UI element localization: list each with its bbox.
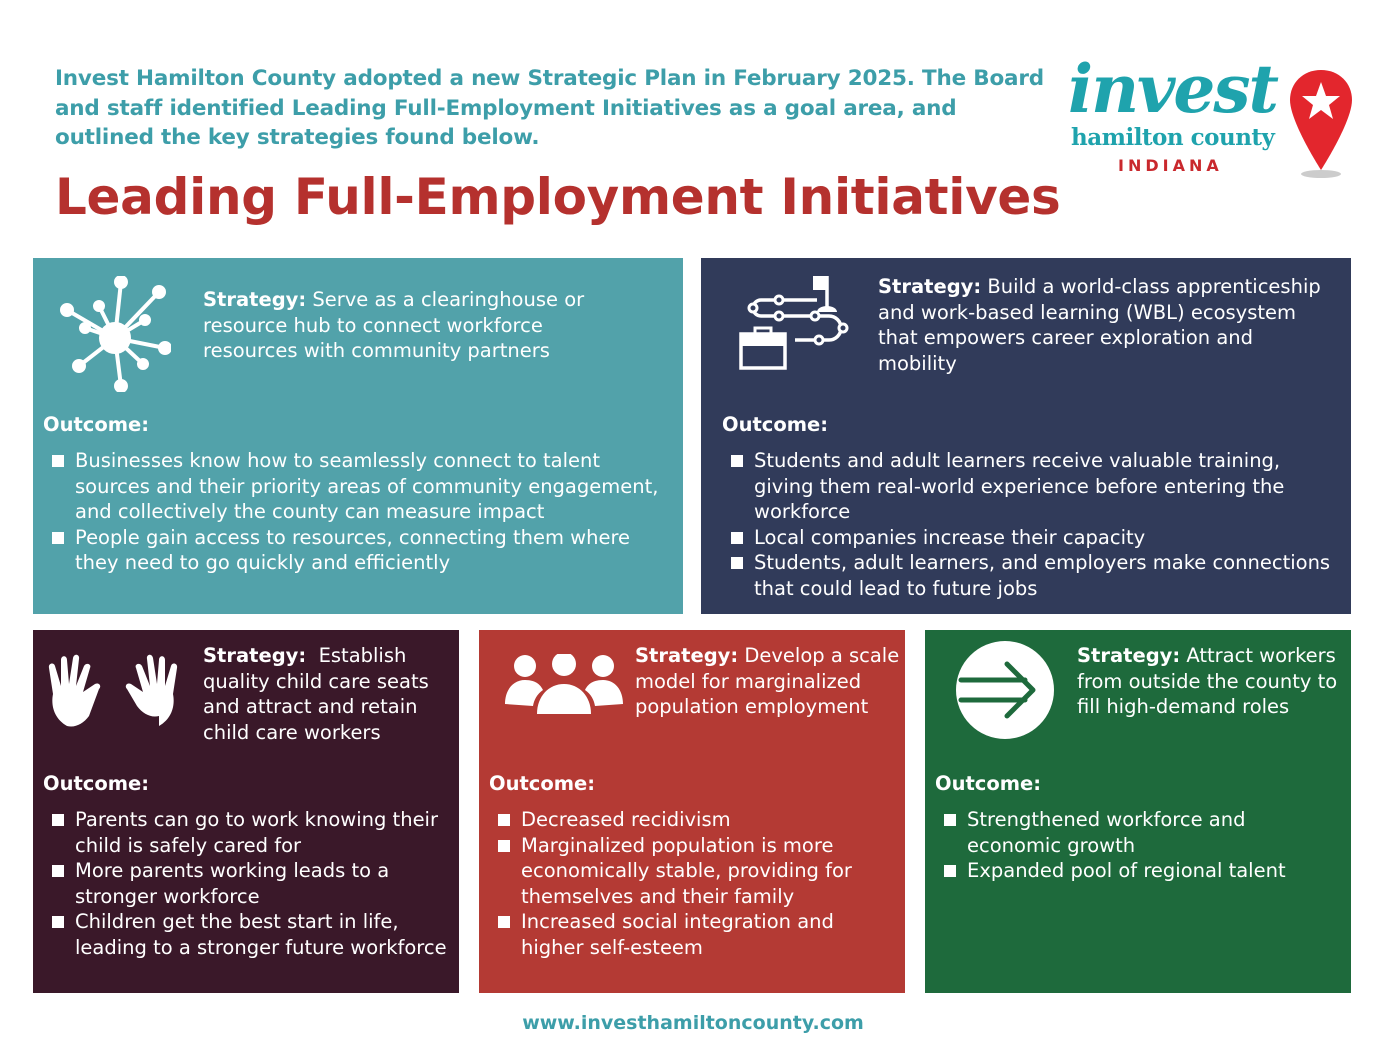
strategy-panel-clearinghouse xyxy=(33,258,683,614)
career-path-icon xyxy=(739,272,855,388)
strategy-text xyxy=(203,643,453,745)
strategy-panel-attract-workers xyxy=(925,630,1351,993)
outcome-item: Increased social integration and higher self-esteem xyxy=(489,909,894,960)
strategy-label: Strategy: xyxy=(878,275,982,298)
outcome-heading: Outcome: xyxy=(722,413,829,436)
strategy-description: Attract workers from outside the county to fill high-demand roles xyxy=(1077,644,1338,718)
strategy-panel-marginalized xyxy=(479,630,905,993)
outcome-heading: Outcome: xyxy=(935,772,1042,795)
outcome-list xyxy=(43,448,673,576)
outcome-heading: Outcome: xyxy=(43,772,150,795)
map-pin-star-icon xyxy=(1288,68,1354,180)
page-title: Leading Full-Employment Initiatives xyxy=(55,168,1061,226)
strategy-panel-apprenticeship xyxy=(701,258,1351,614)
outcome-item: Expanded pool of regional talent xyxy=(935,858,1340,884)
strategy-description: Establish quality child care seats and attract and retain child care workers xyxy=(203,644,429,744)
logo xyxy=(1066,50,1356,183)
strategy-text xyxy=(878,274,1328,376)
outcome-item: People gain access to resources, connecting them where they need to go quickly and efficiently xyxy=(43,525,673,576)
outcome-item: Marginalized population is more economically stable, providing for themselves and their family xyxy=(489,833,894,910)
outcome-heading: Outcome: xyxy=(489,772,596,795)
strategy-description: Build a world-class apprenticeship and work-based learning (WBL) ecosystem that empowers career exploration and mobility xyxy=(878,275,1321,375)
strategy-label: Strategy: xyxy=(635,644,739,667)
outcome-heading: Outcome: xyxy=(43,413,150,436)
strategy-description: Serve as a clearinghouse or resource hub to connect workforce resources with community partners xyxy=(203,288,585,362)
outcome-item: Local companies increase their capacity xyxy=(722,525,1337,551)
arrow-right-circle-icon xyxy=(955,640,1055,740)
outcome-list xyxy=(722,448,1337,601)
people-group-icon xyxy=(505,654,623,716)
strategy-label: Strategy: xyxy=(203,644,307,667)
logo-word-indiana: INDIANA xyxy=(1118,156,1223,175)
strategy-panel-child-care xyxy=(33,630,459,993)
outcome-item: Students and adult learners receive valuable training, giving them real-world experience before entering the workforce xyxy=(722,448,1337,525)
outcome-list xyxy=(935,807,1340,884)
strategy-text xyxy=(203,287,643,364)
outcome-item: Decreased recidivism xyxy=(489,807,894,833)
outcome-item: Strengthened workforce and economic growth xyxy=(935,807,1340,858)
outcome-list xyxy=(43,807,453,960)
outcome-item: More parents working leads to a stronger workforce xyxy=(43,858,453,909)
intro-text: Invest Hamilton County adopted a new Strategic Plan in February 2025. The Board and staff identified Leading Full-Employment Initiatives as a goal area, and outlined the key strategies found below. xyxy=(55,66,1044,150)
strategy-text xyxy=(1077,643,1347,720)
hands-icon xyxy=(45,654,181,728)
strategy-description: Develop a scale model for marginalized population employment xyxy=(635,644,900,718)
strategy-label: Strategy: xyxy=(1077,644,1181,667)
strategy-text xyxy=(635,643,900,720)
website-link[interactable]: www.investhamiltoncounty.com xyxy=(522,1012,864,1034)
logo-word-invest: invest xyxy=(1068,50,1278,128)
strategy-label: Strategy: xyxy=(203,288,307,311)
logo-word-county: hamilton county xyxy=(1071,124,1275,151)
network-hub-icon xyxy=(59,276,171,392)
outcome-item: Businesses know how to seamlessly connect to talent sources and their priority areas of community engagement, and collectively the county can measure impact xyxy=(43,448,673,525)
outcome-list xyxy=(489,807,894,960)
outcome-item: Parents can go to work knowing their child is safely cared for xyxy=(43,807,453,858)
outcome-item: Children get the best start in life, leading to a stronger future workforce xyxy=(43,909,453,960)
outcome-item: Students, adult learners, and employers make connections that could lead to future jobs xyxy=(722,550,1337,601)
